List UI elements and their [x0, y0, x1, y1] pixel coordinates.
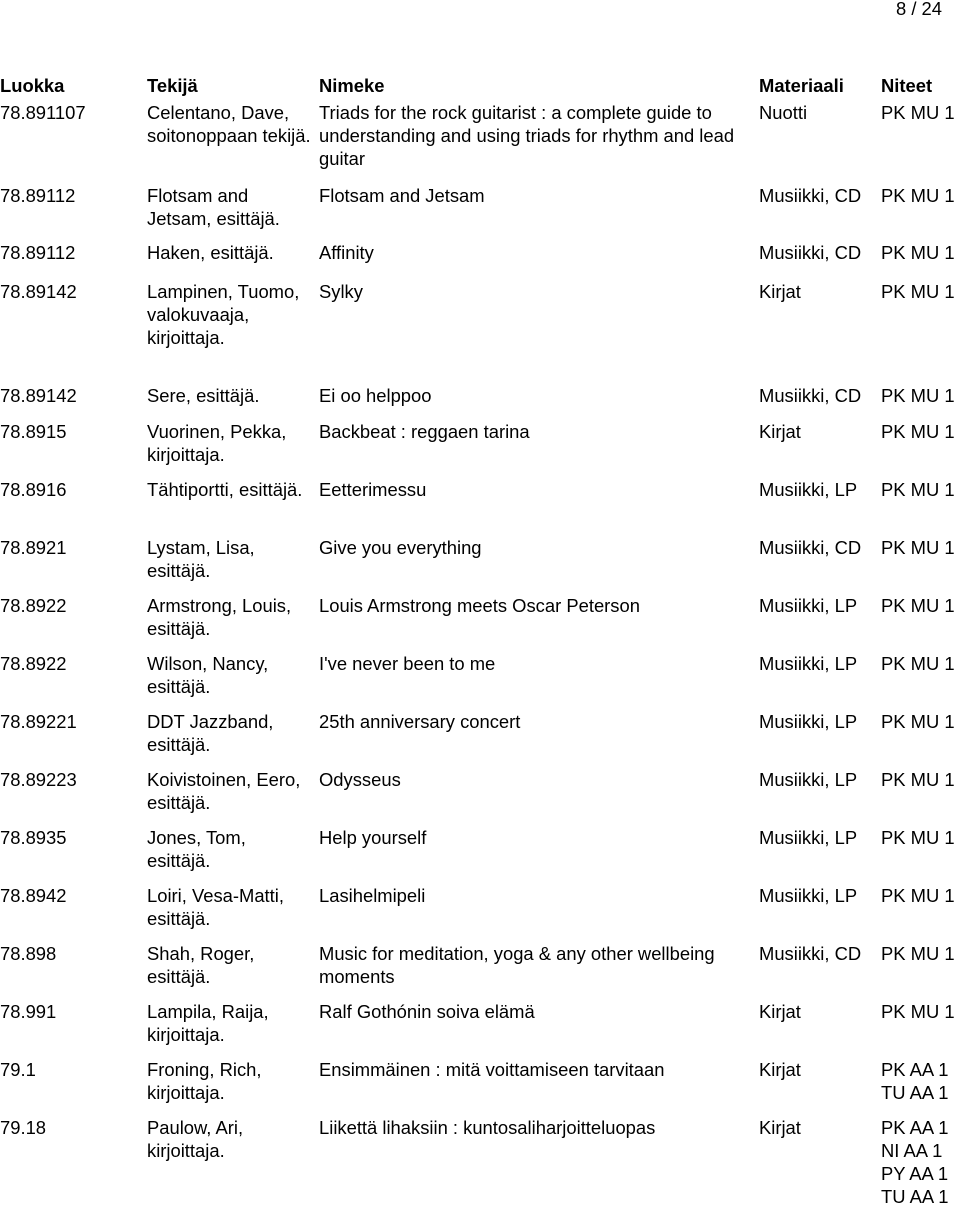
- cell-material: Kirjat: [759, 281, 801, 302]
- cell-copies: PK MU 1: [881, 242, 955, 263]
- cell-class: 78.8921: [0, 537, 67, 558]
- cell-title: Flotsam and Jetsam: [319, 185, 485, 206]
- cell-copies: PK MU 1: [881, 943, 955, 964]
- cell-class: 78.89142: [0, 281, 77, 302]
- cell-author: Armstrong, Louis, esittäjä.: [147, 595, 292, 639]
- cell-class: 78.898: [0, 943, 57, 964]
- cell-material: Kirjat: [759, 1117, 801, 1138]
- header-title: Nimeke: [319, 75, 385, 96]
- table-header: [0, 74, 960, 97]
- cell-author: DDT Jazzband, esittäjä.: [147, 711, 274, 755]
- cell-class: 79.1: [0, 1059, 36, 1080]
- cell-title: Ralf Gothónin soiva elämä: [319, 1001, 535, 1022]
- header-author: Tekijä: [147, 75, 198, 96]
- cell-copies: PK MU 1: [881, 479, 955, 500]
- cell-class: 78.8922: [0, 653, 67, 674]
- cell-class: 79.18: [0, 1117, 47, 1138]
- cell-material: Kirjat: [759, 1001, 801, 1022]
- cell-author: Paulow, Ari, kirjoittaja.: [147, 1117, 244, 1161]
- cell-title: Ensimmäinen : mitä voittamiseen tarvitaan: [319, 1059, 665, 1080]
- header-material: Materiaali: [759, 75, 844, 96]
- cell-author: Lampila, Raija, kirjoittaja.: [147, 1001, 269, 1045]
- cell-material: Musiikki, CD: [759, 537, 862, 558]
- cell-class: 78.89112: [0, 185, 76, 206]
- cell-copies: PK MU 1: [881, 185, 955, 206]
- cell-material: Musiikki, LP: [759, 711, 858, 732]
- cell-title: Ei oo helppoo: [319, 385, 432, 406]
- cell-class: 78.89112: [0, 242, 76, 263]
- cell-class: 78.8915: [0, 421, 67, 442]
- cell-author: Froning, Rich, kirjoittaja.: [147, 1059, 262, 1103]
- cell-title: I've never been to me: [319, 653, 496, 674]
- cell-copies: PK MU 1: [881, 711, 955, 732]
- cell-author: Wilson, Nancy, esittäjä.: [147, 653, 269, 697]
- cell-material: Musiikki, LP: [759, 827, 858, 848]
- cell-author: Lampinen, Tuomo, valokuvaaja, kirjoittaja.: [147, 281, 300, 348]
- cell-copies: PK MU 1: [881, 102, 955, 123]
- cell-material: Musiikki, LP: [759, 595, 858, 616]
- cell-class: 78.8935: [0, 827, 67, 848]
- cell-copies: PK MU 1: [881, 537, 955, 558]
- cell-author: Haken, esittäjä.: [147, 242, 274, 263]
- cell-copies: PK MU 1: [881, 385, 955, 406]
- cell-title: Help yourself: [319, 827, 427, 848]
- cell-author: Vuorinen, Pekka, kirjoittaja.: [147, 421, 287, 465]
- cell-material: Musiikki, LP: [759, 885, 858, 906]
- cell-title: Odysseus: [319, 769, 401, 790]
- cell-copies: PK MU 1: [881, 421, 955, 442]
- header-copies: Niteet: [881, 75, 933, 96]
- cell-title: Lasihelmipeli: [319, 885, 426, 906]
- cell-class: 78.89223: [0, 769, 77, 790]
- cell-title: Give you everything: [319, 537, 482, 558]
- cell-copies: PK MU 1: [881, 595, 955, 616]
- cell-class: 78.89142: [0, 385, 77, 406]
- cell-title: Sylky: [319, 281, 363, 302]
- header-class: Luokka: [0, 75, 65, 96]
- cell-copies: PK AA 1 NI AA 1 PY AA 1 TU AA 1: [881, 1117, 949, 1207]
- cell-author: Lystam, Lisa, esittäjä.: [147, 537, 255, 581]
- cell-copies: PK MU 1: [881, 885, 955, 906]
- cell-title: Eetterimessu: [319, 479, 427, 500]
- cell-material: Musiikki, CD: [759, 943, 862, 964]
- cell-author: Jones, Tom, esittäjä.: [147, 827, 246, 871]
- cell-title: Triads for the rock guitarist : a complete guide to understanding and using triads for rhythm and lead guitar: [319, 102, 735, 169]
- cell-author: Tähtiportti, esittäjä.: [147, 479, 303, 500]
- cell-copies: PK MU 1: [881, 281, 955, 302]
- cell-title: Backbeat : reggaen tarina: [319, 421, 530, 442]
- cell-title: 25th anniversary concert: [319, 711, 521, 732]
- cell-title: Louis Armstrong meets Oscar Peterson: [319, 595, 640, 616]
- cell-author: Flotsam and Jetsam, esittäjä.: [147, 185, 280, 229]
- cell-copies: PK MU 1: [881, 1001, 955, 1022]
- cell-author: Sere, esittäjä.: [147, 385, 260, 406]
- cell-material: Musiikki, LP: [759, 769, 858, 790]
- cell-class: 78.8942: [0, 885, 67, 906]
- cell-material: Musiikki, CD: [759, 385, 862, 406]
- cell-material: Musiikki, LP: [759, 479, 858, 500]
- cell-author: Shah, Roger, esittäjä.: [147, 943, 255, 987]
- cell-material: Musiikki, LP: [759, 653, 858, 674]
- cell-copies: PK MU 1: [881, 827, 955, 848]
- cell-material: Nuotti: [759, 102, 808, 123]
- cell-author: Loiri, Vesa-Matti, esittäjä.: [147, 885, 284, 929]
- cell-title: Liikettä lihaksiin : kuntosaliharjoitteluopas: [319, 1117, 656, 1138]
- cell-class: 78.89221: [0, 711, 77, 732]
- page-number: 8 / 24: [895, 0, 942, 19]
- cell-class: 78.8916: [0, 479, 67, 500]
- cell-material: Musiikki, CD: [759, 242, 862, 263]
- cell-copies: PK MU 1: [881, 769, 955, 790]
- cell-material: Musiikki, CD: [759, 185, 862, 206]
- cell-copies: PK MU 1: [881, 653, 955, 674]
- cell-material: Kirjat: [759, 1059, 801, 1080]
- cell-copies: PK AA 1 TU AA 1: [881, 1059, 949, 1103]
- cell-title: Affinity: [319, 242, 374, 263]
- cell-class: 78.991: [0, 1001, 57, 1022]
- cell-class: 78.891107: [0, 102, 86, 123]
- cell-author: Celentano, Dave, soitonoppaan tekijä.: [147, 102, 311, 146]
- cell-class: 78.8922: [0, 595, 67, 616]
- cell-title: Music for meditation, yoga & any other wellbeing moments: [319, 943, 715, 987]
- cell-author: Koivistoinen, Eero, esittäjä.: [147, 769, 301, 813]
- cell-material: Kirjat: [759, 421, 801, 442]
